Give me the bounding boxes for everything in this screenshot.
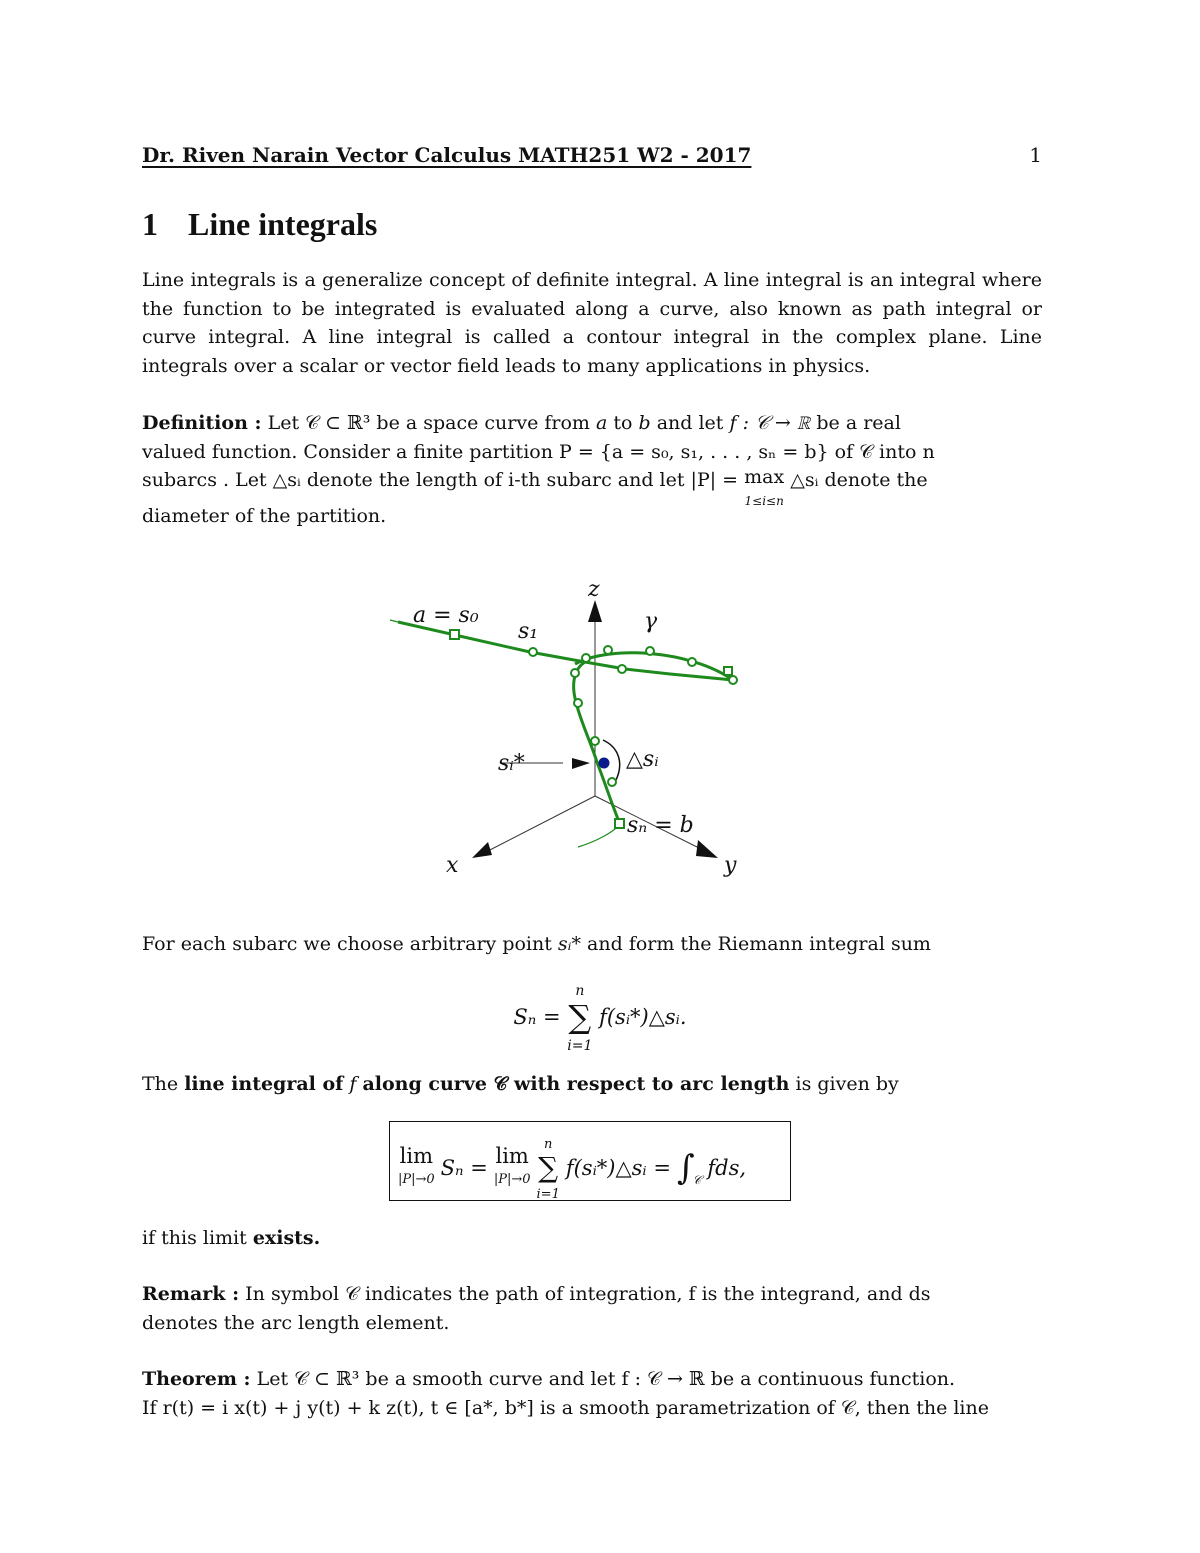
definition-text: and let xyxy=(656,412,724,434)
section-number: 1 xyxy=(142,206,158,242)
limit-bold: exists. xyxy=(252,1227,321,1249)
definition-text: be a real xyxy=(816,412,901,434)
definition-text: Let 𝒞 ⊂ ℝ³ be a space curve from xyxy=(267,412,590,434)
node xyxy=(729,676,737,684)
node-s0 xyxy=(450,630,459,639)
riemann-text: and form the Riemann integral sum xyxy=(587,933,931,955)
intro-paragraph: Line integrals is a generalize concept of definite integral. A line integral is an integral where the function to be integrated is evaluated along a curve, also known as path integral or curve integral. A line integral is called a contour integral in the complex plane. Line integrals over a scalar or vector field leads to many applications in physics. xyxy=(142,269,1042,377)
curve-tail xyxy=(578,824,620,847)
node xyxy=(571,669,579,677)
eq-sn: Sₙ = xyxy=(440,1156,488,1180)
limit-exists-text xyxy=(142,1224,1042,1253)
eq-rhs: f(sᵢ*)△sᵢ. xyxy=(599,1005,687,1029)
eq-end: fds, xyxy=(707,1156,747,1180)
definition-text: to xyxy=(613,412,633,434)
y-label: y xyxy=(724,853,737,878)
node xyxy=(591,737,599,745)
riemann-intro xyxy=(142,930,1042,959)
x-arrow-icon xyxy=(472,842,492,858)
node-s1 xyxy=(529,648,537,656)
section-title-text: Line integrals xyxy=(188,206,378,242)
lim-sub: |P|→0 xyxy=(493,1172,531,1187)
node xyxy=(646,647,654,655)
eq-lhs: Sₙ = xyxy=(513,1005,561,1029)
sn-b-label: sₙ = b xyxy=(627,813,694,838)
z-arrow-icon xyxy=(588,600,602,622)
statement-bold: along curve 𝒞 with respect to arc length xyxy=(362,1073,790,1095)
definition-label: Definition : xyxy=(142,412,262,434)
limit-2 xyxy=(494,1146,531,1190)
limit-text: if this limit xyxy=(142,1227,247,1249)
sum-operator xyxy=(537,1132,560,1204)
remark-paragraph xyxy=(142,1280,1042,1337)
math-f-map: f : 𝒞 → ℝ xyxy=(729,412,811,434)
eq-mid: f(sᵢ*)△sᵢ = xyxy=(565,1156,671,1180)
sigma-symbol: ∑ xyxy=(538,1151,559,1184)
node xyxy=(608,778,616,786)
definition-paragraph xyxy=(142,409,1042,531)
math-f: f xyxy=(349,1073,357,1095)
z-label: z xyxy=(588,577,600,602)
integral-sub: 𝒞 xyxy=(692,1172,702,1187)
max-label: max xyxy=(744,466,785,488)
statement-text: is given by xyxy=(795,1073,899,1095)
remark-label: Remark : xyxy=(142,1283,240,1305)
sum-operator xyxy=(567,978,592,1056)
definition-line-1 xyxy=(142,409,1042,438)
lim-label: lim xyxy=(399,1144,434,1168)
delta-si-label: △sᵢ xyxy=(626,747,659,772)
node xyxy=(724,667,732,675)
math-b: b xyxy=(638,412,651,434)
boxed-equation xyxy=(398,1132,746,1204)
limit-1 xyxy=(398,1146,435,1190)
sigma-symbol: ∑ xyxy=(568,998,592,1036)
definition-line-4: diameter of the partition. xyxy=(142,505,387,527)
theorem-text: Let 𝒞 ⊂ ℝ³ be a smooth curve and let f : 𝒞 → ℝ be a continuous function. xyxy=(256,1368,956,1390)
node xyxy=(604,646,612,654)
theorem-paragraph xyxy=(142,1365,1042,1422)
math-a: a xyxy=(596,412,608,434)
x-axis xyxy=(484,796,595,853)
line-integral-statement xyxy=(142,1070,1042,1099)
page-number: 1 xyxy=(1029,143,1042,167)
riemann-text: For each subarc we choose arbitrary point xyxy=(142,933,552,955)
node xyxy=(618,665,626,673)
node xyxy=(574,699,582,707)
gamma-loop-top xyxy=(575,653,733,680)
theorem-line-2: If r(t) = i x(t) + j y(t) + k z(t), t ∈ [a*, b*] is a smooth parametrization of 𝒞, then the line xyxy=(142,1396,989,1419)
s1-label: s₁ xyxy=(518,619,539,644)
sum-top: n xyxy=(543,1137,553,1152)
definition-text: subarcs . Let △sᵢ denote the length of i-th subarc and let |P| = xyxy=(142,469,739,491)
node-sn xyxy=(615,819,624,828)
remark-text: In symbol 𝒞 indicates the path of integration, f is the integrand, and ds xyxy=(245,1283,931,1305)
integral-symbol: ∫ xyxy=(676,1148,695,1188)
si-arrow-icon xyxy=(572,758,590,769)
sum-bottom: i=1 xyxy=(536,1187,560,1202)
curve-head xyxy=(390,620,398,622)
statement-text: The xyxy=(142,1073,179,1095)
a-s0-label: a = s₀ xyxy=(413,603,479,628)
line-integral-figure xyxy=(380,570,780,890)
section-heading xyxy=(142,206,377,243)
line-integral-definition-box xyxy=(389,1121,791,1201)
sum-bottom: i=1 xyxy=(567,1038,593,1054)
curve-upper-segment xyxy=(398,622,733,680)
page-header xyxy=(142,143,1042,167)
lim-sub: |P|→0 xyxy=(398,1172,435,1187)
si-star-label: sᵢ* xyxy=(498,751,525,776)
sum-top: n xyxy=(575,983,585,999)
max-range: 1≤i≤n xyxy=(744,494,784,508)
node xyxy=(688,658,696,666)
lim-label: lim xyxy=(495,1144,529,1168)
theorem-line-1 xyxy=(142,1365,1042,1394)
gamma-label: γ xyxy=(644,609,658,634)
x-label: x xyxy=(446,853,459,878)
theorem-label: Theorem : xyxy=(142,1368,251,1390)
remark-line-1 xyxy=(142,1280,1042,1309)
definition-text: △sᵢ denote the xyxy=(790,469,928,491)
y-arrow-icon xyxy=(696,840,718,858)
math-si-star: sᵢ* xyxy=(557,933,581,955)
node xyxy=(582,654,590,662)
header-title: Dr. Riven Narain Vector Calculus MATH251 W2 - 2017 xyxy=(142,143,752,167)
statement-bold: line integral of xyxy=(184,1073,344,1095)
definition-line-2: valued function. Consider a finite partition P = {a = s₀, s₁, . . . , sₙ = b} of 𝒞 into n xyxy=(142,440,935,463)
point-si-star xyxy=(599,758,610,769)
riemann-sum-equation xyxy=(0,978,1200,1056)
remark-line-2: denotes the arc length element. xyxy=(142,1311,450,1334)
max-operator xyxy=(744,466,784,512)
definition-line-3 xyxy=(142,466,1042,508)
